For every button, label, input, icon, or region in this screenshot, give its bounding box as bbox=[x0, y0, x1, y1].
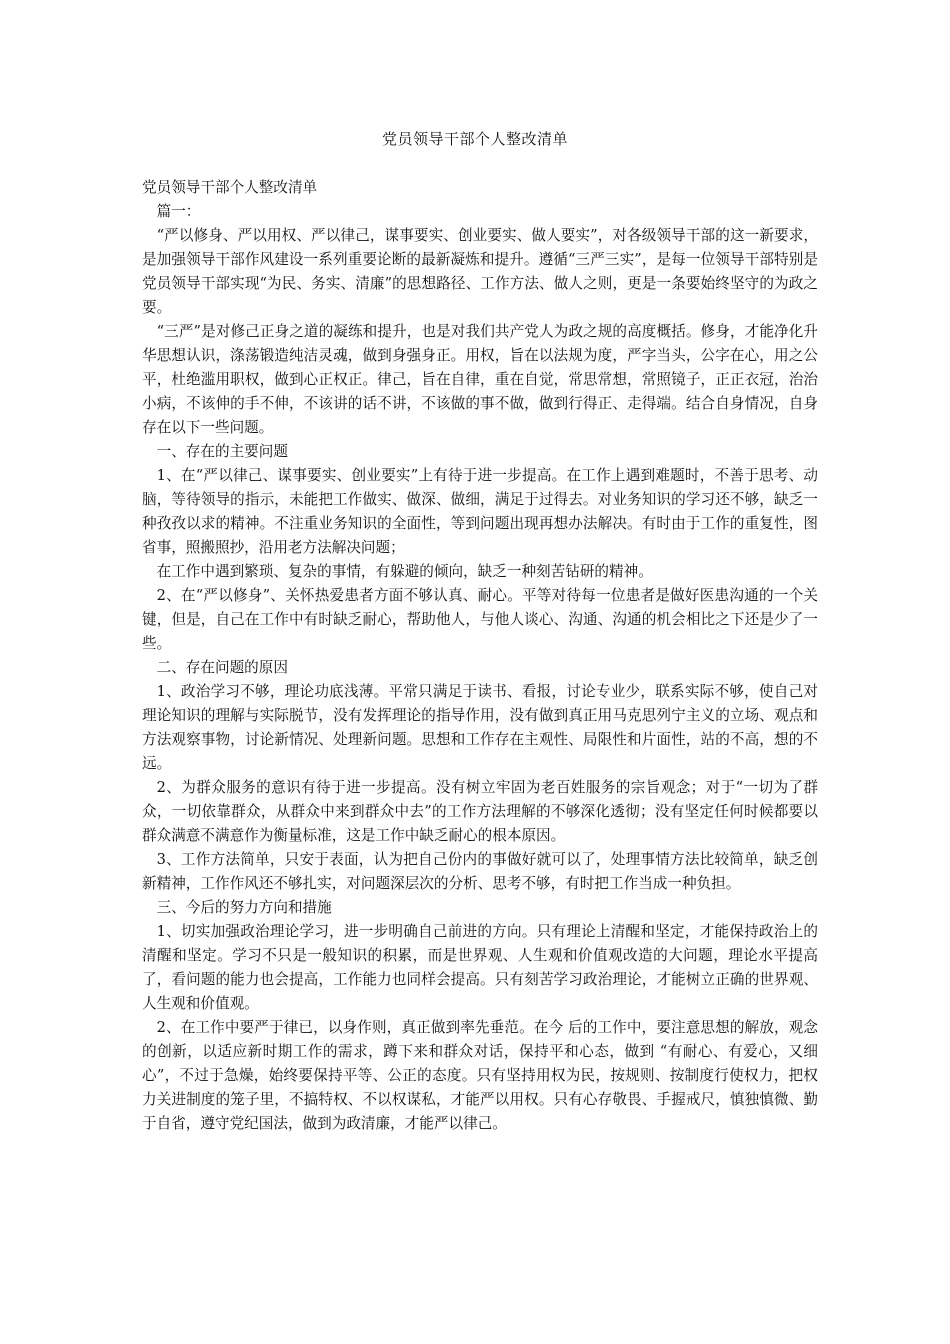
section-heading-causes: 二、存在问题的原因 bbox=[156, 659, 288, 676]
section-heading-main-problems: 一、存在的主要问题 bbox=[156, 443, 288, 460]
paragraph-intro: “严以修身、严以用权、严以律己，谋事要实、创业要实、做人要实”，对各级领导干部的这一新要求，是加强领导干部作风建设一系列重要论断的最新凝炼和提升。遵循“三严三实”，是每一位领导干部特别是党员领导干部实现“为民、务实、清廉”的思想路径、工作方法、做人之则，更是一条要始终坚守的为政之要。 bbox=[142, 227, 818, 316]
paragraph-three-strict: “三严”是对修己正身之道的凝练和提升，也是对我们共产党人为政之规的高度概括。修身，才能净化升华思想认识，涤荡锻造纯洁灵魂，做到身强身正。用权，旨在以法规为度，严字当头，公字在心，用之公平，杜绝滥用职权，做到心正权正。律己，旨在自律，重在自觉，常思常想，常照镜子，正正衣冠，治治小病，不该伸的手不伸，不该讲的话不讲，不该做的事不做，做到行得正、走得端。结合自身情况，自身存在以下一些问题。 bbox=[142, 323, 818, 436]
document-body bbox=[142, 176, 818, 1136]
document-subtitle: 党员领导干部个人整改清单 bbox=[142, 179, 318, 196]
paragraph-cause-2: 2、为群众服务的意识有待于进一步提高。没有树立牢固为老百姓服务的宗旨观念；对于“一切为了群众，一切依靠群众，从群众中来到群众中去”的工作方法理解的不够深化透彻；没有坚定任何时候都要以群众满意不满意作为衡量标准，这是工作中缺乏耐心的根本原因。 bbox=[142, 779, 818, 844]
section-label-part-one: 篇一： bbox=[156, 203, 201, 220]
paragraph-cause-3: 3、工作方法简单，只安于表面，认为把自己份内的事做好就可以了，处理事情方法比较简单，缺乏创新精神，工作作风还不够扎实，对问题深层次的分析、思考不够，有时把工作当成一种负担。 bbox=[142, 851, 818, 892]
paragraph-measure-1: 1、切实加强政治理论学习，进一步明确自己前进的方向。只有理论上清醒和坚定，才能保持政治上的清醒和坚定。学习不只是一般知识的积累，而是世界观、人生观和价值观改造的大问题，理论水平提高了，看问题的能力也会提高，工作能力也同样会提高。只有刻苦学习政治理论，才能树立正确的世界观、人生观和价值观。 bbox=[142, 923, 818, 1012]
paragraph-problem-2: 2、在“严以修身”、关怀热爱患者方面不够认真、耐心。平等对待每一位患者是做好医患沟通的一个关键，但是，自己在工作中有时缺乏耐心，帮助他人，与他人谈心、沟通、沟通的机会相比之下还是少了一些。 bbox=[142, 587, 818, 652]
paragraph-measure-2: 2、在工作中要严于律已，以身作则，真正做到率先垂范。在今 后的工作中，要注意思想的解放，观念的创新，以适应新时期工作的需求，蹲下来和群众对话，保持平和心态，做到 “有耐心、有爱心，又细心”，不过于急燥，始终要保持平等、公正的态度。只有坚持用权为民，按规则、按制度行使权力，把权力关进制度的笼子里，不搞特权、不以权谋私，才能严以用权。只有心存敬畏、手握戒尺，慎独慎微、勤于自省，遵守党纪国法，做到为政清廉，才能严以律己。 bbox=[142, 1019, 818, 1132]
paragraph-cause-1: 1、政治学习不够，理论功底浅薄。平常只满足于读书、看报，讨论专业少，联系实际不够，使自己对理论知识的理解与实际脱节，没有发挥理论的指导作用，没有做到真正用马克思列宁主义的立场、观点和方法观察事物，讨论新情况、处理新问题。思想和工作存在主观性、局限性和片面性，站的不高，想的不远。 bbox=[142, 683, 818, 772]
paragraph-problem-1-cont: 在工作中遇到繁琐、复杂的事情，有躲避的倾向，缺乏一种刻苦钻研的精神。 bbox=[156, 563, 653, 580]
section-heading-measures: 三、今后的努力方向和措施 bbox=[156, 899, 332, 916]
paragraph-problem-1: 1、在“严以律己、谋事要实、创业要实”上有待于进一步提高。在工作上遇到难题时，不善于思考、动脑，等待领导的指示，未能把工作做实、做深、做细，满足于过得去。对业务知识的学习还不够，缺乏一种孜孜以求的精神。不注重业务知识的全面性，等到问题出现再想办法解决。有时由于工作的重复性，图省事，照搬照抄，沿用老方法解决问题； bbox=[142, 467, 818, 556]
page-title: 党员领导干部个人整改清单 bbox=[381, 130, 568, 148]
